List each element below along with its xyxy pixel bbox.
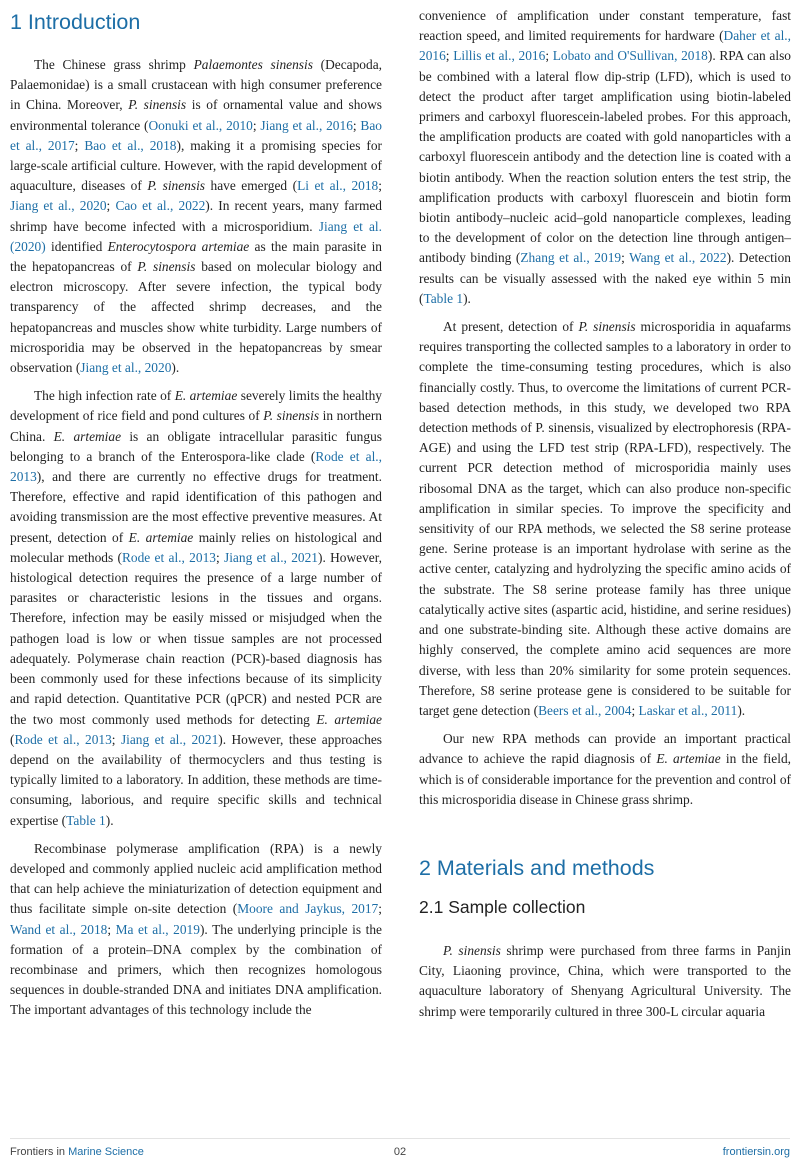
text-run: ). [105, 812, 114, 828]
text-run: ). RPA can also be combined with a lateral flow dip-strip (LFD), which is used to detect the product after target amplification using biotin-labeled primers and carboxyl fluorescein-labeled probes. For this approach, the amplification products are coated with gold nanoparticles with a carboxyl fluorescein antibody and the detection line is coated with a biotin antibody. When the reaction solution enters the test strip, the amplification products with carboxyl fluorescein and biotin form biotin antibody–nucleic acid–gold nanoparticle complexes, leading to the development of color on the detection line through antigen–antibody binding ( [419, 48, 791, 266]
text-run: based on molecular biology and electron microscopy. After severe infection, the typical body transparency of the affected shrimp decreases, and the hepatopancreas and muscles show white turbidity. Large numbers of microsporidia may be observed in the hepatopancreas by smear observation ( [10, 259, 382, 376]
text-run: shrimp were purchased from three farms in Panjin City, Liaoning province, China, which were transported to the aquaculture laboratory of Shenyang Agricultural University. The shrimp were temporarily cultured in three 300-L circular aquaria [419, 942, 791, 1019]
text-run: ; [445, 48, 454, 64]
text-run: ; [378, 901, 382, 917]
italic-term: Enterocytospora artemiae [107, 238, 250, 254]
text-run: ). [737, 702, 746, 718]
citation-link[interactable]: Wand et al., 2018 [10, 921, 108, 937]
citation-link[interactable]: Lillis et al., 2016 [453, 48, 546, 64]
citation-link[interactable]: Beers et al., 2004 [538, 702, 632, 718]
text-run: in northern China. [10, 408, 382, 444]
right-column [419, 0, 791, 1030]
citation-link[interactable]: Cao et al., 2022 [115, 198, 206, 214]
text-run: have emerged ( [205, 178, 298, 194]
intro-paragraph-3 [10, 839, 382, 1021]
text-run: ; [106, 198, 116, 214]
subsection-heading-sample-collection: 2.1 Sample collection [419, 896, 586, 917]
text-run: in the field, which is of considerable importance for the prevention and control of this microsporidia disease in Chinese grass shrimp. [419, 751, 791, 807]
text-run: ( [10, 731, 15, 747]
citation-link[interactable]: Daher et al., 2016 [419, 28, 791, 64]
sample-collection-paragraph [419, 941, 791, 1022]
italic-term: P. sinensis [263, 408, 320, 424]
text-run: ; [252, 117, 261, 133]
italic-term: P. sinensis [128, 97, 187, 113]
text-run: ; [378, 178, 382, 194]
text-run: Recombinase polymerase amplification (RPA) is a newly developed and commonly applied nucleic acid amplification method that can help achieve the miniaturization of detection equipment and thus facilitate simple on-site detection ( [10, 840, 382, 917]
italic-term: P. sinensis [578, 319, 636, 335]
text-run: ; [111, 731, 121, 747]
citation-link[interactable]: Rode et al., 2013 [10, 448, 382, 485]
text-run: ). However, histological detection requires the presence of a large number of parasites or characteristic lesions in the tissues and organs. Therefore, infection may be easily missed or misjudged when the pathogen load is low or when tissue samples are not processed adequately. Polymerase chain reaction (PCR)-based diagnosis has been commonly used for these infections because of its simplicity and rapid detection. Quantitative PCR (qPCR) and nested PCR are the two most commonly used methods for detecting [10, 549, 382, 727]
text-run: ). However, these approaches depend on the availability of thermocyclers and thus testing is typically limited to a laboratory. In addition, these methods are time-consuming, laborious, and require specific skills and technical expertise ( [10, 731, 382, 828]
footer-divider [10, 1138, 790, 1139]
text-run: as the main parasite in the hepatopancreas of [10, 238, 382, 275]
text-run: severely limits the healthy development of rice field and pond cultures of [10, 388, 382, 424]
citation-link[interactable]: Laskar et al., 2011 [638, 702, 738, 718]
text-run: mainly relies on histological and molecular methods ( [10, 529, 382, 565]
text-run: is an obligate intracellular parasitic fungus belonging to a branch of the Enterospora-like clade ( [10, 428, 382, 464]
citation-link[interactable]: Table 1 [66, 812, 106, 828]
footer-journal-name: Marine Science [68, 1146, 144, 1158]
text-run: ; [215, 549, 224, 565]
footer-site-link[interactable]: frontiersin.org [722, 1146, 790, 1158]
text-run: (Decapoda, Palaemonidae) is a small crustacean with high consumer preference in China. Moreover, [10, 57, 382, 113]
italic-term: E. artemiae [128, 529, 194, 545]
italic-term: P. sinensis [147, 178, 206, 194]
intro-paragraph-2 [10, 386, 382, 830]
italic-term: P. sinensis [137, 259, 196, 275]
citation-link[interactable]: Jiang et al., 2020 [80, 360, 172, 376]
text-run: Our new RPA methods can provide an important practical advance to achieve the rapid diagnosis of [419, 731, 791, 767]
citation-link[interactable]: Moore and Jaykus, 2017 [237, 901, 379, 917]
text-run: ; [352, 117, 361, 133]
text-run: ; [107, 921, 116, 937]
citation-link[interactable]: Wang et al., 2022 [629, 250, 727, 266]
text-run: ), and there are currently no effective drugs for treatment. Therefore, effective and rapid identification of this pathogen and avoiding transmission are the most effective preventive measures. At present, detection of [10, 469, 382, 545]
citation-link[interactable]: Jiang et al., 2020 [10, 198, 107, 214]
text-run: The Chinese grass shrimp [34, 57, 194, 72]
text-run: ; [545, 48, 553, 64]
text-run: ; [621, 250, 630, 266]
text-run: ). [171, 360, 180, 376]
citation-link[interactable]: Jiang et al., 2016 [260, 117, 353, 133]
text-run: ). The underlying principle is the formation of a protein–DNA complex by the combination of recombinase and primers, which then recognizes homologous sequences in double-stranded DNA and initiates DNA amplification. The important advantages of this technology include the [10, 921, 382, 1018]
footer-page-number: 02 [393, 1146, 407, 1158]
citation-link[interactable]: Bao et al., 2017 [10, 117, 382, 153]
text-run: ). [463, 290, 471, 306]
left-column [10, 0, 382, 1029]
citation-link[interactable]: Zhang et al., 2019 [520, 250, 622, 266]
intro-paragraph-4 [419, 317, 791, 721]
text-run: ; [74, 137, 85, 153]
section-heading-introduction: 1 Introduction [10, 10, 141, 34]
text-run: ). Detection results can be visually assessed with the naked eye within 5 min ( [419, 250, 791, 306]
footer-journal-prefix: Frontiers in [10, 1146, 69, 1158]
citation-link[interactable]: Jiang et al., 2021 [224, 549, 318, 565]
text-run: microsporidia in aquafarms requires transporting the collected samples to a laboratory in order to complete the time-consuming testing procedures, which is also financially costly. Thus, to overcome the limitations of current PCR-based detection methods, in this study, we developed two RPA detection methods of P. sinensis, visualized by electrophoresis (RPA-AGE) and using the LFD test strip (RPA-LFD), respectively. The current PCR detection method of microsporidia mainly uses ribosomal DNA as the target, which can also produce non-specific amplification in similar species. To improve the specificity and sensitivity of our RPA methods, we selected the S8 serine protease gene. Serine protease is an important hydrolase with serine as the active center, catalyzing and hydrolyzing the specific amino acids of the substrate. The S8 serine protease family has three unique catalytically active sites (aspartic acid, histidine, and serine residues) and one substrate-binding site. Although these active domains are highly conserved, the complete amino acid sequences are more diverse, with less than 20% similarity for some protein sequences. Therefore, S8 serine protease gene is considered to be suitable for target gene detection ( [419, 319, 791, 718]
citation-link[interactable]: Jiang et al. (2020) [10, 218, 382, 254]
citation-link[interactable]: Lobato and O'Sullivan, 2018 [552, 48, 708, 64]
intro-paragraph-3-continued [419, 6, 791, 309]
citation-link[interactable]: Jiang et al., 2021 [120, 731, 219, 747]
italic-term: E. artemiae [174, 388, 238, 404]
citation-link[interactable]: Rode et al., 2013 [121, 549, 216, 565]
citation-link[interactable]: Table 1 [423, 290, 464, 306]
text-run: The high infection rate of [34, 388, 175, 404]
text-run: ; [631, 702, 639, 718]
italic-term: Palaemontes sinensis [193, 57, 313, 72]
italic-term: P. sinensis [443, 942, 501, 958]
intro-paragraph-1 [10, 55, 382, 378]
section-heading-materials-methods: 2 Materials and methods [419, 855, 655, 880]
text-run: ), making it a promising species for large-scale artificial culture. However, with the rapid development of aquaculture, diseases of [10, 137, 382, 194]
citation-link[interactable]: Ma et al., 2019 [115, 921, 200, 937]
text-run: identified [45, 238, 108, 254]
text-run: is of ornamental value and shows environmental tolerance ( [10, 97, 382, 133]
text-run: At present, detection of [443, 319, 579, 335]
text-run: ). In recent years, many farmed shrimp have become infected with a microsporidium. [10, 198, 382, 234]
citation-link[interactable]: Li et al., 2018 [297, 178, 379, 194]
intro-paragraph-5 [419, 729, 791, 810]
text-run: convenience of amplification under constant temperature, fast reaction speed, and limited requirements for hardware ( [419, 8, 791, 44]
citation-link[interactable]: Bao et al., 2018 [84, 137, 177, 153]
citation-link[interactable]: Rode et al., 2013 [14, 731, 112, 747]
italic-term: E. artemiae [316, 711, 382, 727]
italic-term: E. artemiae [53, 428, 122, 444]
citation-link[interactable]: Oonuki et al., 2010 [148, 117, 253, 133]
italic-term: E. artemiae [656, 751, 721, 767]
